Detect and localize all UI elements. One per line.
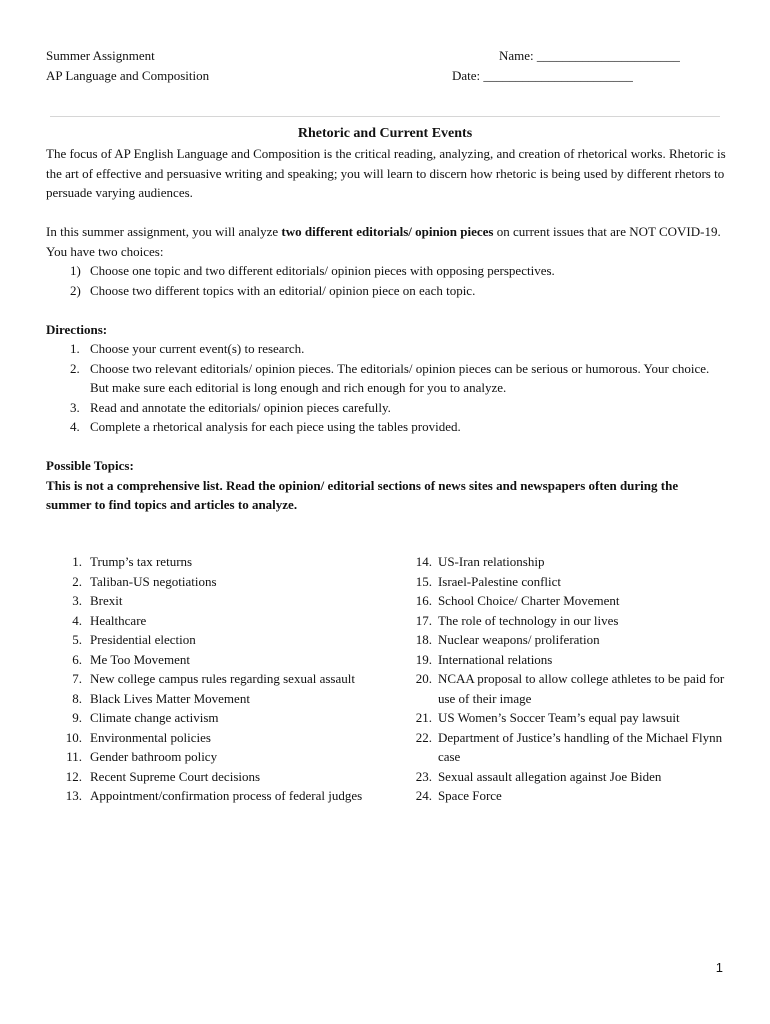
topic-text: Black Lives Matter Movement: [90, 690, 250, 706]
topic-text: US Women’s Soccer Team’s equal pay lawsuit: [437, 710, 680, 725]
topic-text: The role of technology in our lives: [437, 612, 619, 628]
assignment-text-before: In this summer assignment, you will analyze: [46, 224, 282, 239]
topic-text: Sexual assault allegation against Joe Biden: [437, 768, 662, 784]
list-item-text: Choose one topic and two different editorials/ opinion pieces with opposing perspectives.: [90, 263, 555, 278]
topic-text: Taliban-US negotiations: [90, 573, 217, 589]
topic-number: 11.: [66, 749, 82, 764]
topic-item: [46, 669, 407, 689]
assignment-text-after: on current issues that are NOT COVID-19. You have two choices:: [46, 224, 721, 259]
assignment-text-bold: two different editorials/ opinion pieces: [281, 224, 494, 239]
topic-text: Israel-Palestine conflict: [437, 573, 562, 589]
topic-item: [46, 767, 407, 787]
topic-item: [46, 630, 407, 650]
page-title: Rhetoric and Current Events: [297, 126, 473, 141]
topic-item: [407, 669, 726, 708]
directions-heading: Directions:: [46, 321, 108, 337]
topics-list-left: [46, 552, 407, 806]
topic-number: 5.: [72, 632, 82, 647]
topic-number: 3.: [72, 593, 82, 608]
list-item: [46, 339, 726, 359]
directions-list: [46, 339, 726, 437]
topic-item: [407, 786, 726, 806]
topic-text: School Choice/ Charter Movement: [437, 593, 620, 608]
list-item-text: Read and annotate the editorials/ opinion pieces carefully.: [90, 399, 391, 415]
topic-number: 1.: [72, 554, 82, 569]
list-item-number: 2.: [70, 360, 80, 376]
course-label: Summer Assignment: [46, 48, 155, 63]
topics-list-right: [407, 552, 726, 806]
topic-number: 21.: [415, 710, 432, 725]
list-item-text: Choose two relevant editorials/ opinion pieces. The editorials/ opinion pieces can be serious or humorous. Your choice. But make sure each editorial is long enough and rich enough for you to analyze.: [90, 360, 710, 395]
assignment-paragraph: [46, 222, 726, 261]
topic-item: [407, 630, 726, 650]
list-item-text: Choose your current event(s) to research.: [90, 341, 305, 356]
topic-text: Department of Justice’s handling of the Michael Flynn case: [437, 729, 723, 764]
topic-number: 14.: [415, 554, 432, 569]
topic-text: Recent Supreme Court decisions: [90, 768, 261, 784]
list-item-text: Choose two different topics with an editorial/ opinion piece on each topic.: [90, 282, 476, 298]
topic-item: [407, 708, 726, 728]
topic-item: [407, 552, 726, 572]
list-item: [46, 398, 726, 418]
header-left: [46, 46, 209, 85]
list-item: [46, 417, 726, 437]
topic-text: NCAA proposal to allow college athletes to be paid for use of their image: [437, 671, 725, 706]
divider: [50, 116, 720, 117]
course-name: AP Language and Composition: [46, 67, 210, 83]
topic-text: Brexit: [90, 593, 123, 608]
page-number: 1: [715, 960, 723, 975]
topic-item: [407, 572, 726, 592]
topic-number: 24.: [415, 788, 432, 803]
topics-heading: Possible Topics:: [46, 458, 134, 473]
topic-text: Climate change activism: [90, 710, 219, 725]
list-item-number: 1): [70, 263, 81, 278]
topic-item: [407, 650, 726, 670]
topics-note: This is not a comprehensive list. Read the opinion/ editorial sections of news sites and newspapers often during the summer to find topics and articles to analyze.: [46, 477, 679, 512]
topic-text: Space Force: [437, 788, 502, 803]
topic-number: 8.: [72, 690, 82, 706]
topic-item: [407, 591, 726, 611]
topic-number: 2.: [72, 573, 82, 589]
topic-number: 4.: [72, 612, 82, 628]
topic-number: 17.: [415, 612, 432, 628]
topic-item: [46, 728, 407, 748]
topic-number: 16.: [415, 593, 432, 608]
list-item-number: 4.: [70, 419, 80, 434]
intro-paragraph: The focus of AP English Language and Composition is the critical reading, analyzing, and creation of rhetorical works. Rhetoric is the art of effective and persuasive writing and speaking; you will learn to discern how rhetoric is being used by different rhetors to persuade varying audiences.: [46, 146, 726, 200]
topic-item: [407, 611, 726, 631]
list-item-number: 2): [70, 282, 81, 298]
list-item-text: Complete a rhetorical analysis for each piece using the tables provided.: [90, 419, 461, 434]
topic-text: US-Iran relationship: [437, 554, 545, 569]
topic-text: New college campus rules regarding sexual assault: [90, 671, 355, 686]
topic-item: [407, 728, 726, 767]
topic-number: 7.: [72, 671, 82, 686]
topic-item: [46, 572, 407, 592]
date-field: Date: _______________________: [452, 67, 633, 83]
topic-item: [46, 611, 407, 631]
header-right: [452, 46, 680, 85]
list-item: [46, 261, 726, 281]
topic-item: [46, 786, 407, 806]
name-field: Name: ______________________: [499, 48, 680, 63]
topic-number: 18.: [415, 632, 432, 647]
topic-text: Gender bathroom policy: [90, 749, 218, 764]
topic-text: Healthcare: [90, 612, 147, 628]
topic-text: Environmental policies: [90, 729, 211, 745]
topic-item: [46, 552, 407, 572]
list-item: [46, 281, 726, 301]
list-item-number: 3.: [70, 399, 80, 415]
topic-item: [46, 747, 407, 767]
topic-number: 6.: [72, 651, 82, 667]
topic-text: International relations: [437, 651, 553, 667]
topic-number: 13.: [65, 788, 82, 803]
topic-item: [46, 708, 407, 728]
topic-number: 19.: [415, 651, 432, 667]
topic-item: [407, 767, 726, 787]
topic-number: 20.: [415, 671, 432, 686]
topic-number: 23.: [415, 768, 432, 784]
topic-number: 22.: [415, 729, 432, 745]
topic-text: Presidential election: [90, 632, 196, 647]
topic-text: Appointment/confirmation process of federal judges: [90, 788, 363, 803]
list-item: [46, 359, 726, 398]
topic-number: 10.: [65, 729, 82, 745]
topic-text: Me Too Movement: [90, 651, 190, 667]
topic-text: Trump’s tax returns: [90, 554, 193, 569]
main-content: [46, 144, 726, 515]
topics-columns: [46, 552, 726, 806]
topic-number: 9.: [72, 710, 82, 725]
topic-text: Nuclear weapons/ proliferation: [437, 632, 600, 647]
list-item-number: 1.: [70, 341, 80, 356]
topic-item: [46, 689, 407, 709]
choices-list: [46, 261, 726, 300]
topic-item: [46, 591, 407, 611]
topic-number: 15.: [415, 573, 432, 589]
topic-item: [46, 650, 407, 670]
topic-number: 12.: [65, 768, 82, 784]
